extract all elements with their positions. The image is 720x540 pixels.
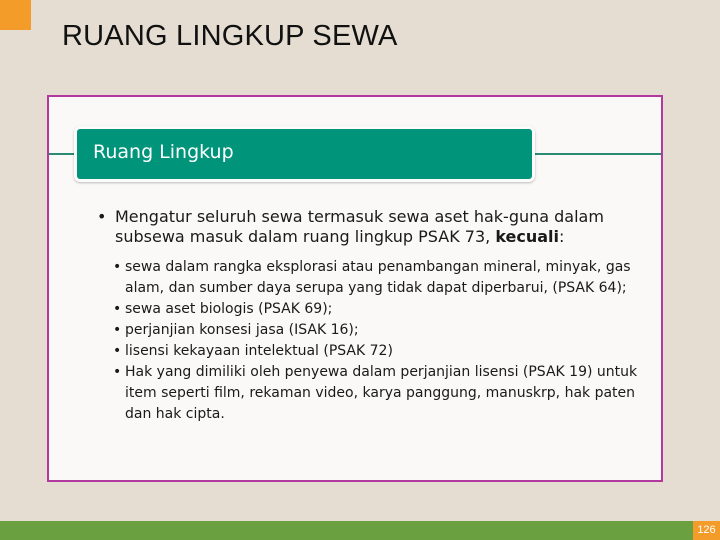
list-item-text: sewa aset biologis (PSAK 69); bbox=[125, 301, 333, 317]
list-item-text: lisensi kekayaan intelektual (PSAK 72) bbox=[125, 343, 393, 359]
list-item-text: Hak yang dimiliki oleh penyewa dalam perjanjian lisensi (PSAK 19) untuk item seperti film, rekaman video, karya panggung, manuskrp, hak paten dan hak cipta. bbox=[125, 364, 638, 422]
section-header-label: Ruang Lingkup bbox=[93, 141, 234, 163]
list-item bbox=[87, 320, 647, 341]
content-frame bbox=[47, 95, 663, 482]
page-number: 126 bbox=[693, 521, 720, 540]
section-header-box bbox=[74, 126, 535, 182]
list-item bbox=[87, 299, 647, 320]
exception-list bbox=[87, 257, 647, 425]
corner-accent-square bbox=[0, 0, 31, 30]
main-point-emphasis: kecuali bbox=[495, 227, 560, 246]
slide-title: RUANG LINGKUP SEWA bbox=[62, 20, 398, 52]
main-point-suffix: : bbox=[559, 227, 565, 246]
main-bullet-point bbox=[87, 207, 647, 247]
bullet-icon: • bbox=[113, 301, 122, 317]
content-body bbox=[87, 207, 647, 425]
footer-bar bbox=[0, 521, 720, 540]
bullet-icon: • bbox=[113, 343, 122, 359]
list-item-text: sewa dalam rangka eksplorasi atau penambangan mineral, minyak, gas alam, dan sumber daya serupa yang tidak dapat diperbarui, (PSAK 64); bbox=[125, 259, 631, 296]
main-point-text: Mengatur seluruh sewa termasuk sewa aset hak-guna dalam subsewa masuk dalam ruang lingkup PSAK 73, bbox=[115, 207, 604, 246]
list-item bbox=[87, 341, 647, 362]
list-item bbox=[87, 362, 647, 425]
bullet-icon: • bbox=[113, 364, 122, 380]
list-item bbox=[87, 257, 647, 299]
bullet-icon: • bbox=[113, 259, 122, 275]
bullet-icon: • bbox=[97, 207, 107, 226]
list-item-text: perjanjian konsesi jasa (ISAK 16); bbox=[125, 322, 359, 338]
bullet-icon: • bbox=[113, 322, 122, 338]
